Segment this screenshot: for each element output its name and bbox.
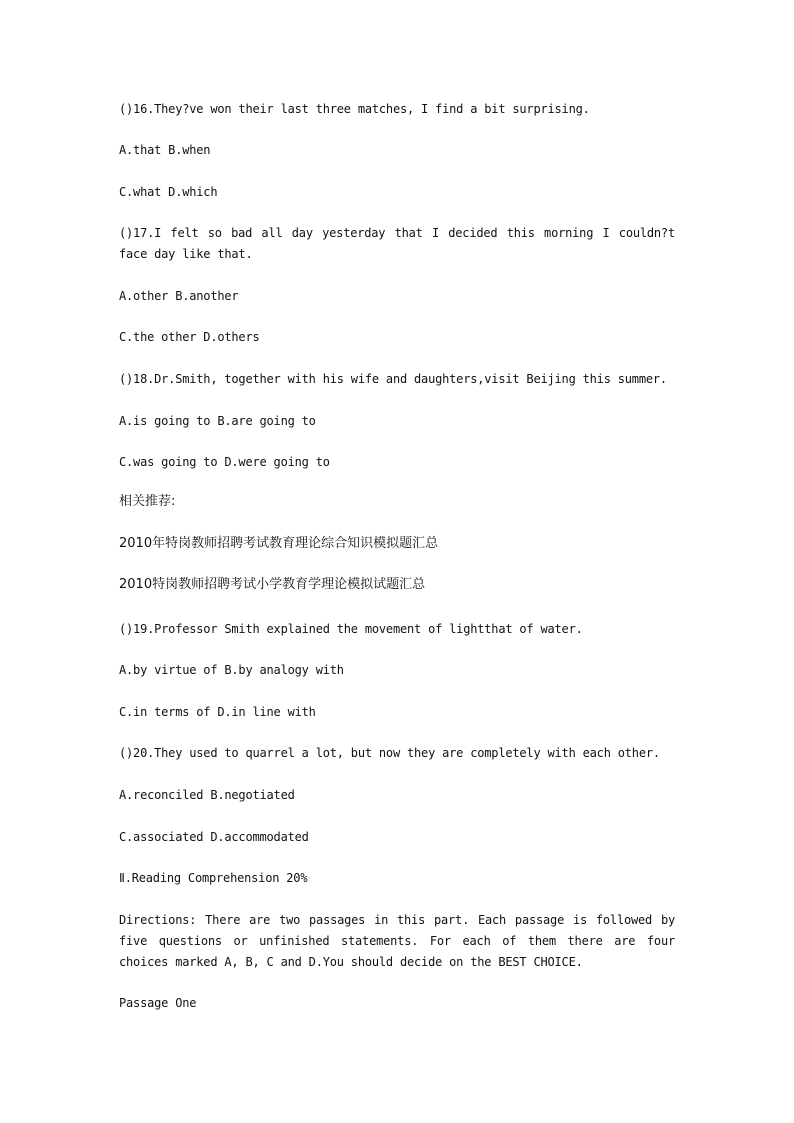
question-16-options-ab: A.that B.when xyxy=(119,143,211,157)
section-title: Ⅱ.Reading Comprehension 20% xyxy=(119,871,308,885)
related-heading: 相关推荐: xyxy=(119,494,176,509)
question-20-stem: ()20.They used to quarrel a lot, but now they are completely with each other. xyxy=(119,746,660,760)
question-16-options-cd: C.what D.which xyxy=(119,185,218,199)
related-link-1[interactable]: 2010年特岗教师招聘考试教育理论综合知识模拟题汇总 xyxy=(119,536,439,551)
question-20-options-cd: C.associated D.accommodated xyxy=(119,830,309,844)
question-17-options-cd: C.the other D.others xyxy=(119,330,260,344)
passage-heading: Passage One xyxy=(119,996,197,1010)
question-19-stem: ()19.Professor Smith explained the movement of lightthat of water. xyxy=(119,622,583,636)
question-18-options-cd: C.was going to D.were going to xyxy=(119,455,330,469)
question-19-options-cd: C.in terms of D.in line with xyxy=(119,705,316,719)
related-link-2[interactable]: 2010特岗教师招聘考试小学教育学理论模拟试题汇总 xyxy=(119,577,426,592)
question-17-options-ab: A.other B.another xyxy=(119,289,239,303)
question-20-options-ab: A.reconciled B.negotiated xyxy=(119,788,295,802)
section-directions: Directions: There are two passages in this part. Each passage is followed by five questions or unfinished statements. For each of them there are four choices marked A, B, C and D.You should decide on the BEST CHOICE. xyxy=(119,913,675,969)
question-18-options-ab: A.is going to B.are going to xyxy=(119,414,316,428)
question-16-stem: ()16.They?ve won their last three matches, I find a bit surprising. xyxy=(119,102,590,116)
question-17-stem: ()17.I felt so bad all day yesterday that I decided this morning I couldn?t face day like that. xyxy=(119,226,675,261)
question-18-stem: ()18.Dr.Smith, together with his wife and daughters,visit Beijing this summer. xyxy=(119,372,667,386)
question-19-options-ab: A.by virtue of B.by analogy with xyxy=(119,663,344,677)
